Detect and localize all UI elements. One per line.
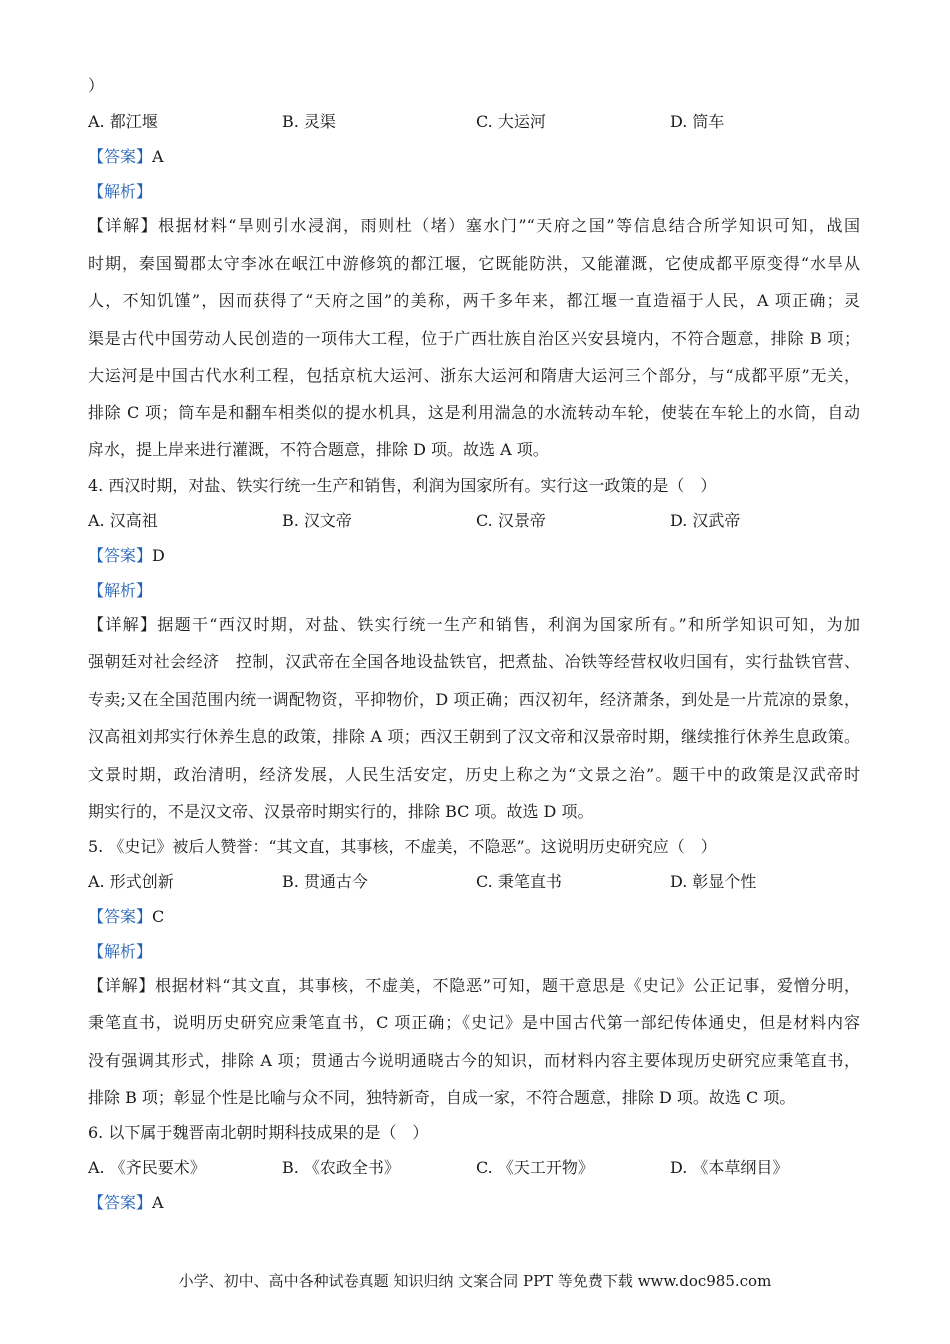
q3-detail-line: 大运河是中国古代水利工程，包括京杭大运河、浙东大运河和隋唐大运河三个部分，与“成都平原”无关， bbox=[88, 366, 860, 385]
answer-tag: 【答案】 bbox=[88, 546, 153, 565]
detail-text: 根据材料“旱则引水浸润，雨则杜（堵）塞水门”“天府之国”等信息结合所学知识可知，战国 bbox=[158, 216, 860, 235]
q4-detail-line: 强朝廷对社会经济 控制，汉武帝在全国各地设盐铁官，把煮盐、冶铁等经营权收归国有，实行盐铁官营、 bbox=[88, 652, 860, 671]
q5-question: 5. 《史记》被后人赞誉：“其文直，其事核，不虚美，不隐恶”。这说明历史研究应（ ） bbox=[88, 837, 717, 856]
q5-detail-line: 秉笔直书，说明历史研究应秉笔直书，C 项正确；《史记》是中国古代第一部纪传体通史，但是材料内容 bbox=[88, 1013, 860, 1032]
q4-option-b: B. 汉文帝 bbox=[282, 511, 352, 530]
q3-detail-line bbox=[88, 216, 860, 236]
q4-detail-line: 专卖;又在全国范围内统一调配物资，平抑物价，D 项正确；西汉初年，经济萧条，到处是一片荒凉的景象， bbox=[88, 690, 860, 709]
q3-detail-line: 戽水，提上岸来进行灌溉，不符合题意，排除 D 项。故选 A 项。 bbox=[88, 440, 549, 459]
q4-detail-line: 期实行的，不是汉文帝、汉景帝时期实行的，排除 BC 项。故选 D 项。 bbox=[88, 802, 594, 821]
q5-options bbox=[88, 872, 868, 894]
q5-option-b: B. 贯通古今 bbox=[282, 872, 368, 891]
q4-options bbox=[88, 511, 868, 533]
q5-detail-line bbox=[88, 976, 860, 996]
q4-detail-line bbox=[88, 615, 860, 635]
q4-answer bbox=[88, 546, 165, 566]
q6-option-d: D. 《本草纲目》 bbox=[670, 1158, 789, 1177]
q3-detail-line: 排除 C 项；筒车是和翻车相类似的提水机具，这是利用湍急的水流转动车轮，使装在车轮上的水筒，自动 bbox=[88, 403, 860, 422]
q5-detail-line: 没有强调其形式，排除 A 项；贯通古今说明通晓古今的知识，而材料内容主要体现历史研究应秉笔直书， bbox=[88, 1051, 860, 1070]
q6-answer bbox=[88, 1193, 164, 1213]
q5-analysis-tag: 【解析】 bbox=[88, 942, 153, 961]
answer-value: C bbox=[152, 907, 165, 926]
q6-option-a: A. 《齐民要术》 bbox=[88, 1158, 206, 1177]
q6-options bbox=[88, 1158, 868, 1180]
q3-option-d: D. 筒车 bbox=[670, 112, 725, 131]
detail-text: 根据材料“其文直，其事核，不虚美，不隐恶”可知，题干意思是《史记》公正记事，爱憎分明， bbox=[155, 976, 860, 995]
q6-question: 6. 以下属于魏晋南北朝时期科技成果的是（ ） bbox=[88, 1123, 429, 1142]
q4-analysis-tag: 【解析】 bbox=[88, 581, 153, 600]
question-fragment: ） bbox=[88, 76, 105, 95]
q3-detail-line: 渠是古代中国劳动人民创造的一项伟大工程，位于广西壮族自治区兴安县境内，不符合题意，排除 B 项； bbox=[88, 329, 860, 348]
q5-detail-line: 排除 B 项；彰显个性是比喻与众不同，独特新奇，自成一家，不符合题意，排除 D 项。故选 C 项。 bbox=[88, 1088, 796, 1107]
q6-option-b: B. 《农政全书》 bbox=[282, 1158, 400, 1177]
answer-tag: 【答案】 bbox=[88, 907, 153, 926]
detail-text: 据题干“西汉时期，对盐、铁实行统一生产和销售，利润为国家所有。”和所学知识可知，为加 bbox=[157, 615, 860, 634]
q3-answer bbox=[88, 147, 164, 167]
page-footer: 小学、初中、高中各种试卷真题 知识归纳 文案合同 PPT 等免费下载 www.doc985.com bbox=[178, 1272, 772, 1290]
detail-tag: 【详解】 bbox=[88, 216, 159, 235]
answer-value: A bbox=[152, 147, 164, 166]
q4-option-d: D. 汉武帝 bbox=[670, 511, 741, 530]
detail-tag: 【详解】 bbox=[88, 615, 158, 634]
q4-detail-line: 汉高祖刘邦实行休养生息的政策，排除 A 项；西汉王朝到了汉文帝和汉景帝时期，继续推行休养生息政策。 bbox=[88, 727, 860, 746]
q5-option-a: A. 形式创新 bbox=[88, 872, 174, 891]
q4-option-a: A. 汉高祖 bbox=[88, 511, 158, 530]
answer-tag: 【答案】 bbox=[88, 1193, 153, 1212]
q3-detail-line: 人，不知饥馑”，因而获得了“天府之国”的美称，两千多年来，都江堰一直造福于人民，A 项正确；灵 bbox=[88, 291, 860, 310]
detail-tag: 【详解】 bbox=[88, 976, 156, 995]
q3-option-a: A. 都江堰 bbox=[88, 112, 158, 131]
q4-option-c: C. 汉景帝 bbox=[476, 511, 546, 530]
q3-option-c: C. 大运河 bbox=[476, 112, 546, 131]
answer-tag: 【答案】 bbox=[88, 147, 153, 166]
answer-value: D bbox=[152, 546, 165, 565]
q5-option-d: D. 彰显个性 bbox=[670, 872, 757, 891]
q3-analysis-tag: 【解析】 bbox=[88, 182, 153, 201]
q3-detail-line: 时期，秦国蜀郡太守李冰在岷江中游修筑的都江堰，它既能防洪，又能灌溉，它使成都平原变得“水旱从 bbox=[88, 254, 860, 273]
q5-answer bbox=[88, 907, 164, 927]
q3-option-b: B. 灵渠 bbox=[282, 112, 336, 131]
q6-option-c: C. 《天工开物》 bbox=[476, 1158, 594, 1177]
answer-value: A bbox=[152, 1193, 164, 1212]
q4-question: 4. 西汉时期，对盐、铁实行统一生产和销售，利润为国家所有。实行这一政策的是（ ） bbox=[88, 476, 717, 495]
q4-detail-line: 文景时期，政治清明，经济发展，人民生活安定，历史上称之为“文景之治”。题干中的政策是汉武帝时 bbox=[88, 765, 860, 784]
q3-options bbox=[88, 112, 868, 134]
q5-option-c: C. 秉笔直书 bbox=[476, 872, 562, 891]
